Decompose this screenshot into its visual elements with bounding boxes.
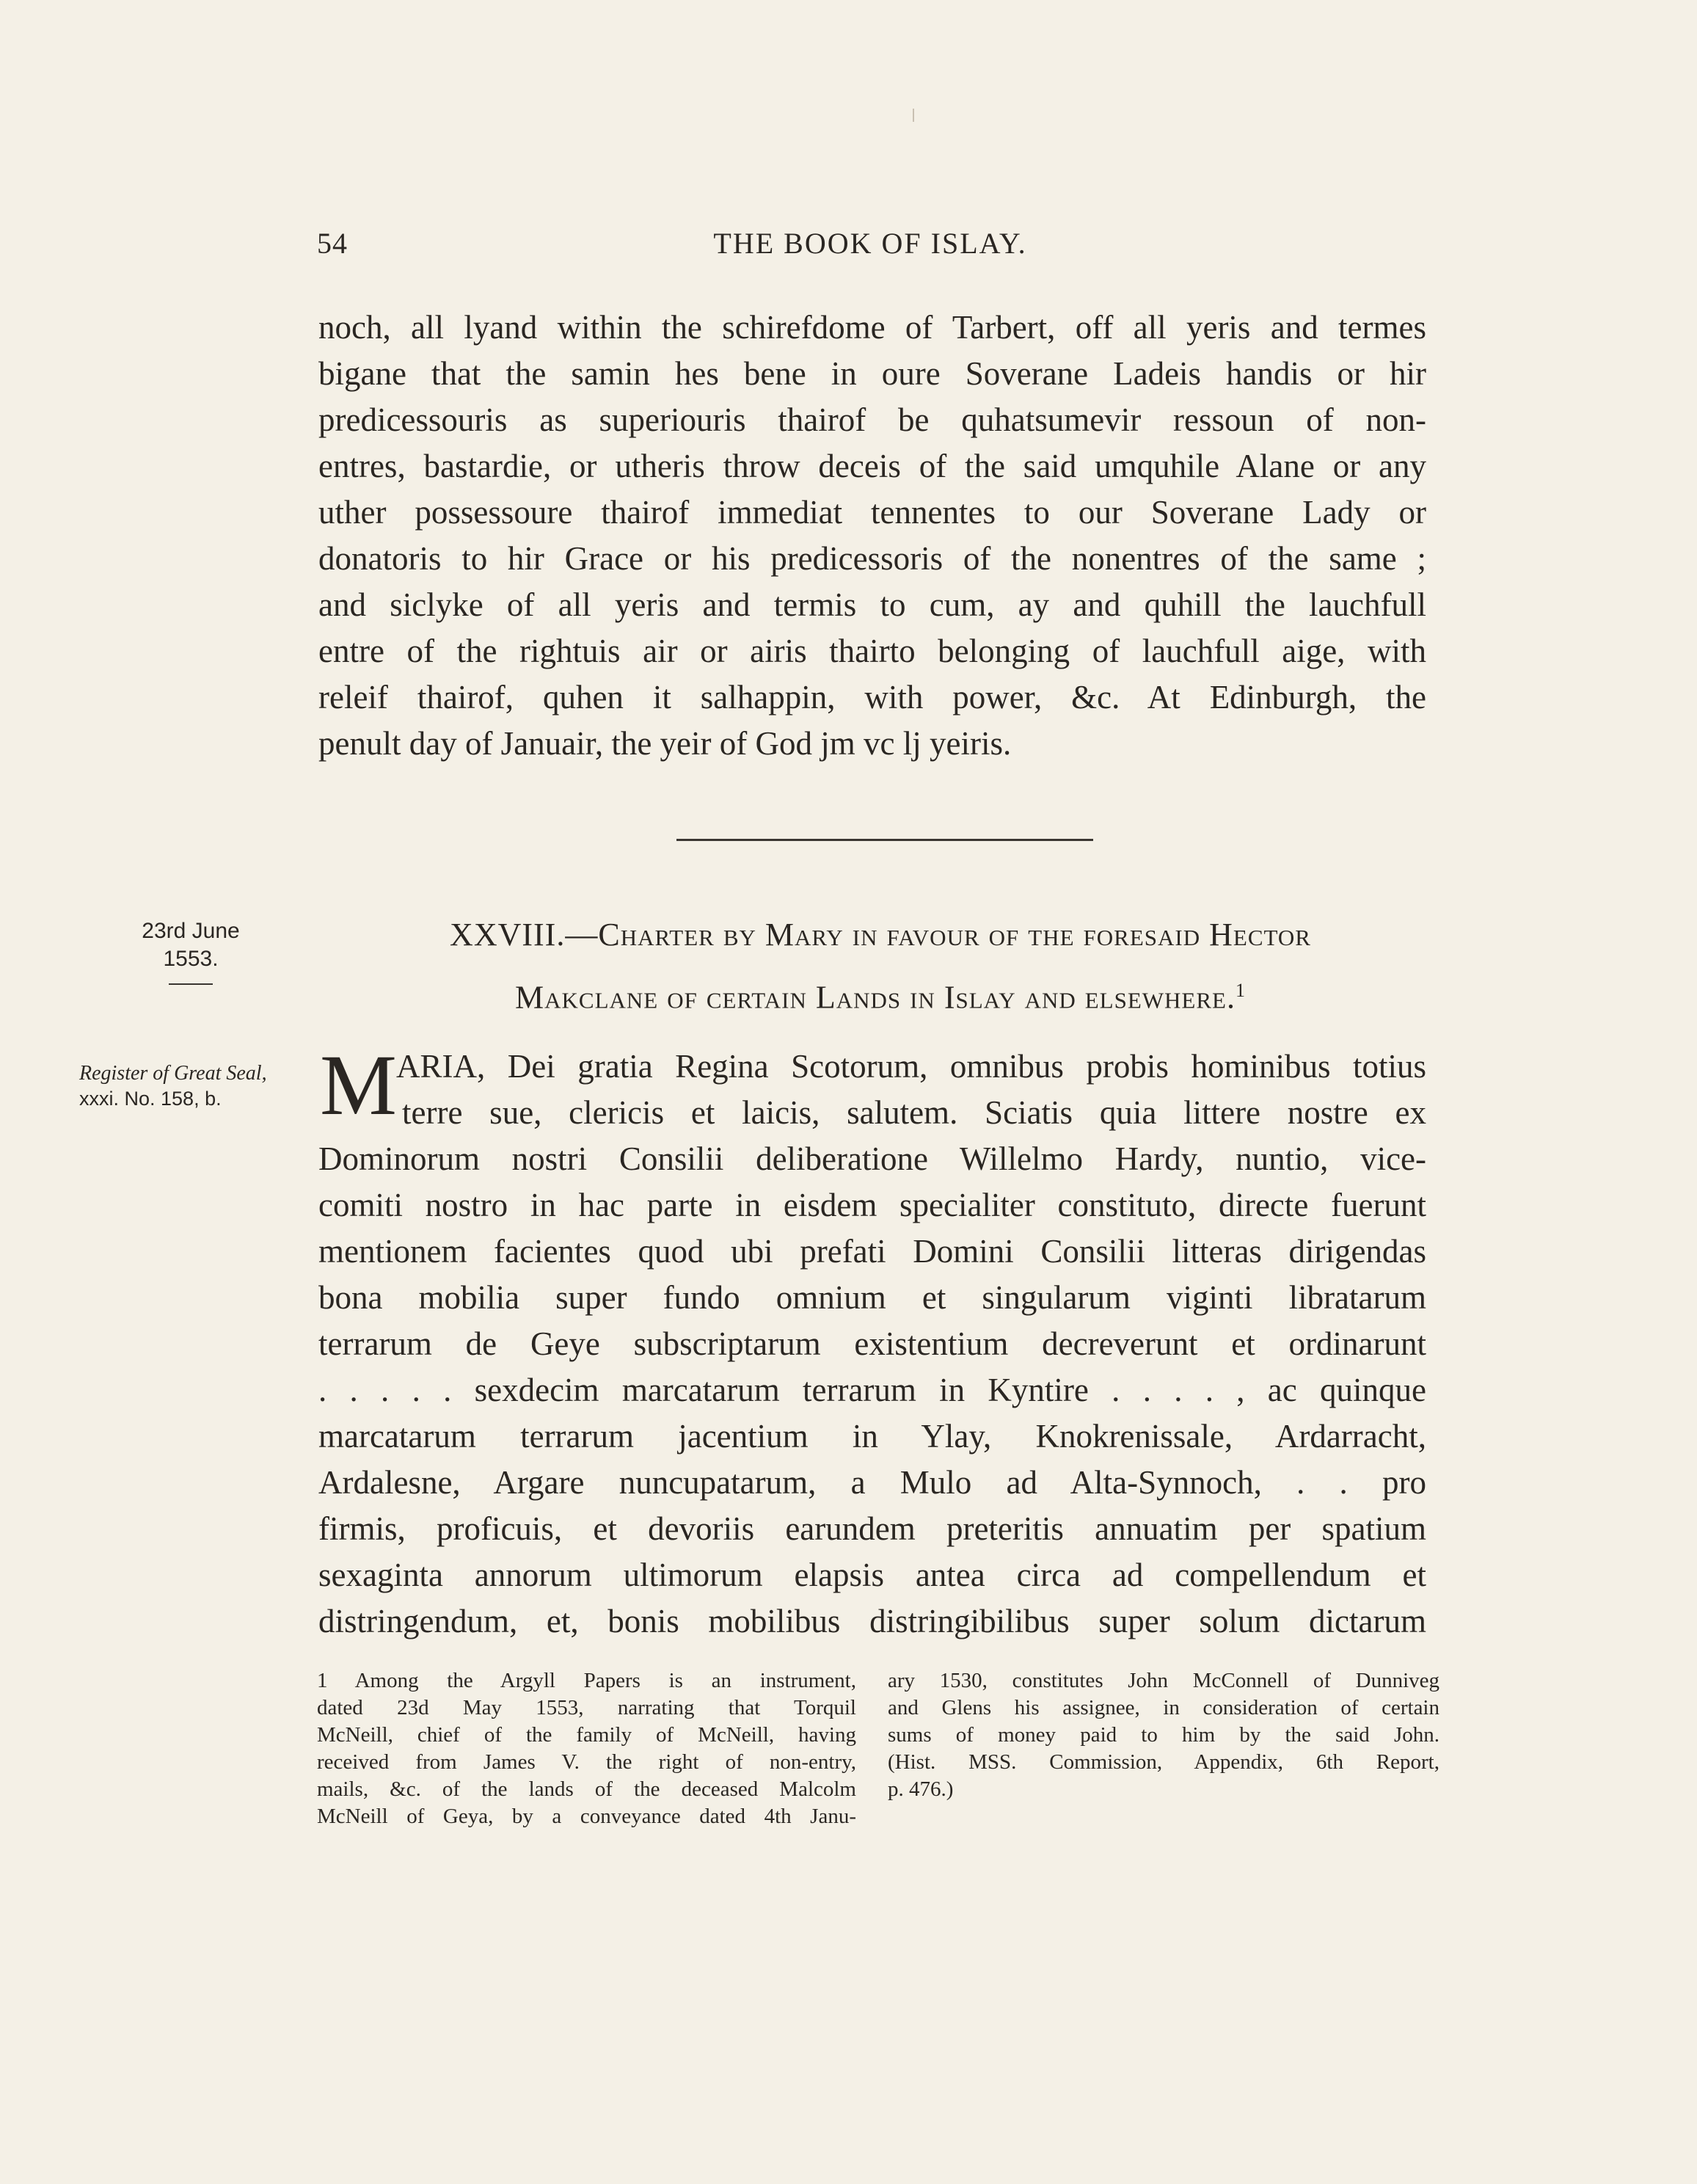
text-line: firmis, proficuis, et devoriis earundem preteritis annuatim per spatium [318, 1510, 1426, 1547]
text-line: predicessouris as superiouris thairof be quhatsumevir ressoun of non- [318, 401, 1426, 438]
sidenote-date-day: 23rd June [142, 919, 240, 943]
footnote-line: received from James V. the right of non-entry, [317, 1750, 856, 1774]
charter-text-indented [396, 1044, 1426, 1090]
section-divider [676, 839, 1093, 841]
charter-text [318, 1136, 1426, 1645]
text-line: uther possessoure thairof immediat tennentes to our Soverane Lady or [318, 494, 1426, 531]
footnote-line: dated 23d May 1553, narrating that Torquil [317, 1696, 856, 1719]
charter-title-line2: Makclane of certain Lands in Islay and elsewhere. [515, 979, 1236, 1016]
text-line: ARIA, Dei gratia Regina Scotorum, omnibus probis hominibus totius [396, 1048, 1426, 1085]
footnote-right-column [888, 1667, 1439, 1803]
charter-number: XXVIII.— [450, 917, 599, 953]
sidenote-date-year: 1553. [163, 947, 219, 971]
text-line: entre of the rightuis air or airis thairto belonging of lauchfull aige, with [318, 633, 1426, 669]
footnote-line: ary 1530, constitutes John McConnell of Dunniveg [888, 1669, 1439, 1692]
text-line: . . . . . sexdecim marcatarum terrarum in Kyntire . . . . , ac quinque [318, 1372, 1426, 1408]
charter-text-indented [402, 1090, 1426, 1136]
footnote-line: 1 Among the Argyll Papers is an instrument, [317, 1669, 856, 1692]
footnote-line: p. 476.) [888, 1777, 954, 1801]
text-line: terre sue, clericis et laicis, salutem. Sciatis quia littere nostre ex [402, 1094, 1426, 1131]
text-line: penult day of Januair, the yeir of God jm vc lj yeiris. [318, 725, 1012, 762]
text-line: distringendum, et, bonis mobilibus distringibilibus super solum dictarum [318, 1603, 1426, 1639]
text-line: bona mobilia super fundo omnium et singularum viginti libratarum [318, 1279, 1426, 1316]
sidenote-dash [169, 983, 213, 985]
footnote-line: sums of money paid to him by the said John. [888, 1723, 1439, 1747]
footnote-left-column [317, 1667, 856, 1830]
text-line: bigane that the samin hes bene in oure Soverane Ladeis handis or hir [318, 355, 1426, 392]
charter-title-line1: Charter by Mary in favour of the foresaid Hector [598, 917, 1311, 953]
text-line: terrarum de Geye subscriptarum existentium decreverunt et ordinarunt [318, 1325, 1426, 1362]
sidenote-ref-source: Register of Great Seal, [79, 1062, 267, 1085]
text-line: entres, bastardie, or utheris throw deceis of the said umquhile Alane or any [318, 448, 1426, 484]
text-line: donatoris to hir Grace or his predicessoris of the nonentres of the same ; [318, 540, 1426, 577]
footnote-line: (Hist. MSS. Commission, Appendix, 6th Report, [888, 1750, 1439, 1774]
footnote-line: mails, &c. of the lands of the deceased Malcolm [317, 1777, 856, 1801]
footnote-line: and Glens his assignee, in consideration of certain [888, 1696, 1439, 1719]
text-line: noch, all lyand within the schirefdome of Tarbert, off all yeris and termes [318, 309, 1426, 346]
running-title: THE BOOK OF ISLAY. [713, 227, 1027, 260]
text-line: releif thairof, quhen it salhappin, with power, &c. At Edinburgh, the [318, 679, 1426, 716]
page-number: 54 [317, 227, 348, 260]
continuation-text [318, 305, 1426, 767]
footnote-marker: 1 [1235, 980, 1246, 1001]
sidenote-reference [79, 1061, 307, 1111]
text-line: sexaginta annorum ultimorum elapsis antea circa ad compellendum et [318, 1557, 1426, 1593]
text-line: comiti nostro in hac parte in eisdem specialiter constituto, directe fuerunt [318, 1187, 1426, 1223]
sidenote-ref-number: xxxi. No. 158, b. [79, 1088, 222, 1110]
page-header [317, 226, 1423, 263]
drop-cap: M [320, 1037, 397, 1133]
page-mark [913, 109, 914, 122]
text-line: Dominorum nostri Consilii deliberatione Willelmo Hardy, nuntio, vice- [318, 1140, 1426, 1177]
charter-heading [352, 907, 1409, 1026]
sidenote-date [125, 917, 257, 985]
footnote-line: McNeill of Geya, by a conveyance dated 4th Janu- [317, 1805, 856, 1828]
text-line: mentionem facientes quod ubi prefati Domini Consilii litteras dirigendas [318, 1233, 1426, 1270]
text-line: and siclyke of all yeris and termis to cum, ay and quhill the lauchfull [318, 586, 1426, 623]
text-line: marcatarum terrarum jacentium in Ylay, Knokrenissale, Ardarracht, [318, 1418, 1426, 1455]
text-line: Ardalesne, Argare nuncupatarum, a Mulo ad Alta-Synnoch, . . pro [318, 1464, 1426, 1501]
footnote-line: McNeill, chief of the family of McNeill, having [317, 1723, 856, 1747]
